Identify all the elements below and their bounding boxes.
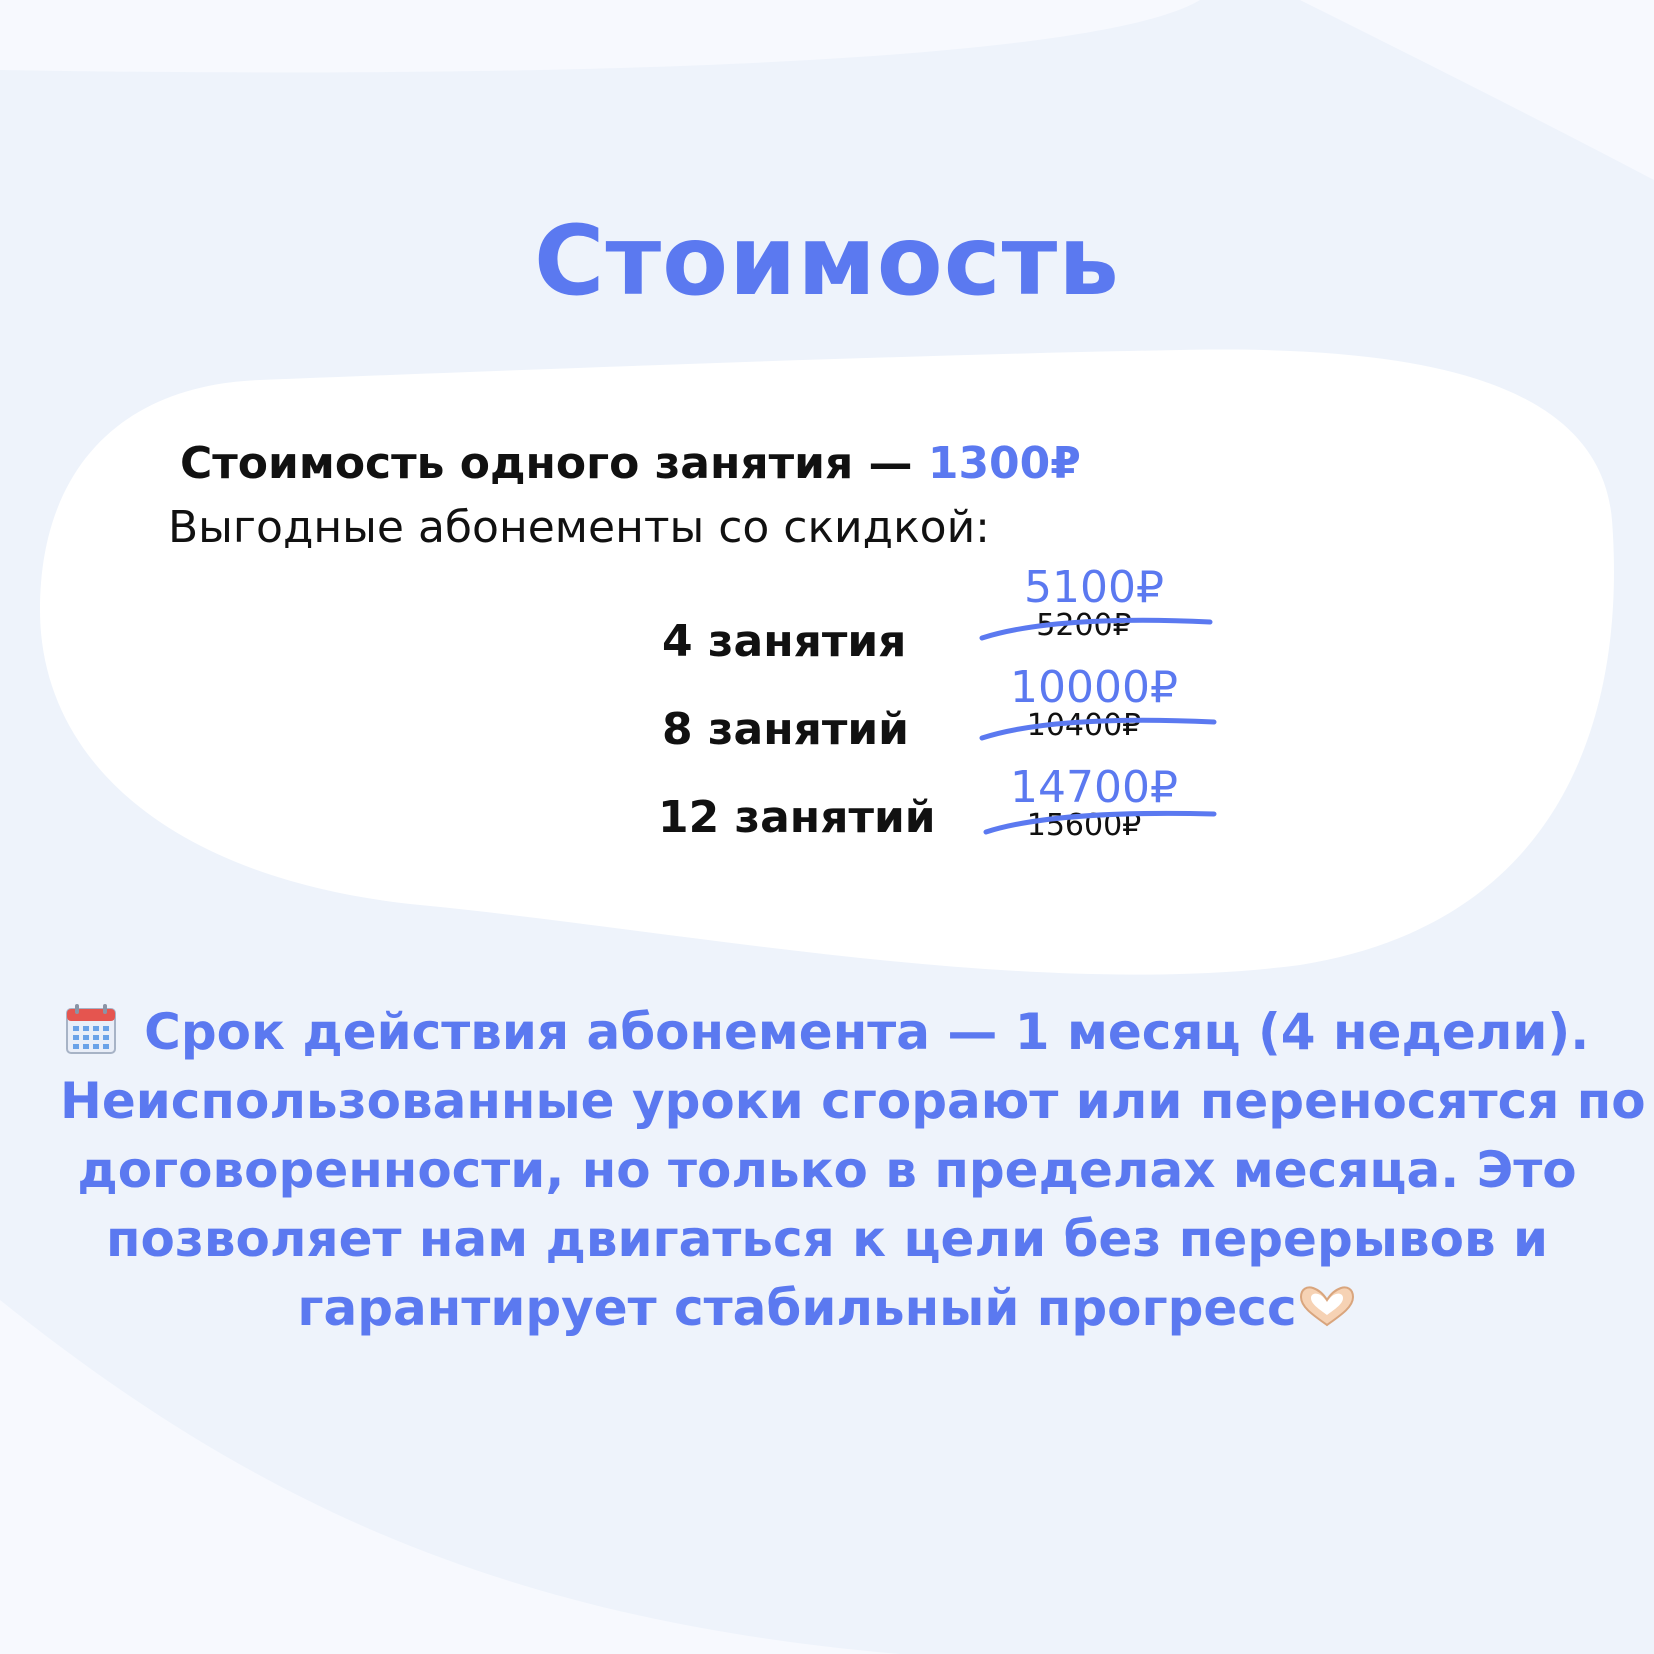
plan-new-price-12: 14700₽: [1010, 762, 1178, 813]
page-title: Стоимость: [534, 205, 1120, 317]
note-line-4: позволяет нам двигаться к цели без перерывов и: [105, 1210, 1549, 1268]
note-line-5: [60, 1274, 1594, 1343]
single-lesson-price-value: 1300₽: [927, 438, 1081, 489]
note-line-1-text: Срок действия абонемента — 1 месяц (4 недели).: [126, 1003, 1590, 1061]
plan-old-price-12: 15600₽: [1026, 808, 1142, 843]
subscriptions-label: Выгодные абонементы со скидкой:: [168, 502, 990, 553]
plan-old-price-8: 10400₽: [1026, 708, 1142, 743]
note-line-3: договоренности, но только в пределах месяца. Это: [77, 1141, 1577, 1199]
note-line-2: Неиспользованные уроки сгорают или переносятся по: [60, 1072, 1646, 1130]
single-lesson-price: [180, 438, 1081, 489]
plan-old-price-4: 5200₽: [1036, 608, 1132, 643]
plan-label-12: 12 занятий: [658, 792, 936, 843]
plan-label-4: 4 занятия: [662, 616, 907, 667]
strikethrough-mark-8: [978, 712, 1218, 742]
plan-new-price-4: 5100₽: [1024, 562, 1164, 613]
strikethrough-mark-4: [978, 612, 1214, 642]
heart-hands-icon: [1297, 1285, 1357, 1329]
plan-label-8: 8 занятий: [662, 704, 910, 755]
calendar-icon: [65, 1003, 117, 1055]
strikethrough-mark-12: [982, 806, 1218, 836]
note-line-1: [60, 998, 1594, 1067]
plan-new-price-8: 10000₽: [1010, 662, 1178, 713]
subscription-note: [60, 998, 1646, 1343]
note-line-5-text: гарантирует стабильный прогресс: [297, 1279, 1297, 1337]
single-lesson-label: Стоимость одного занятия —: [180, 438, 928, 489]
